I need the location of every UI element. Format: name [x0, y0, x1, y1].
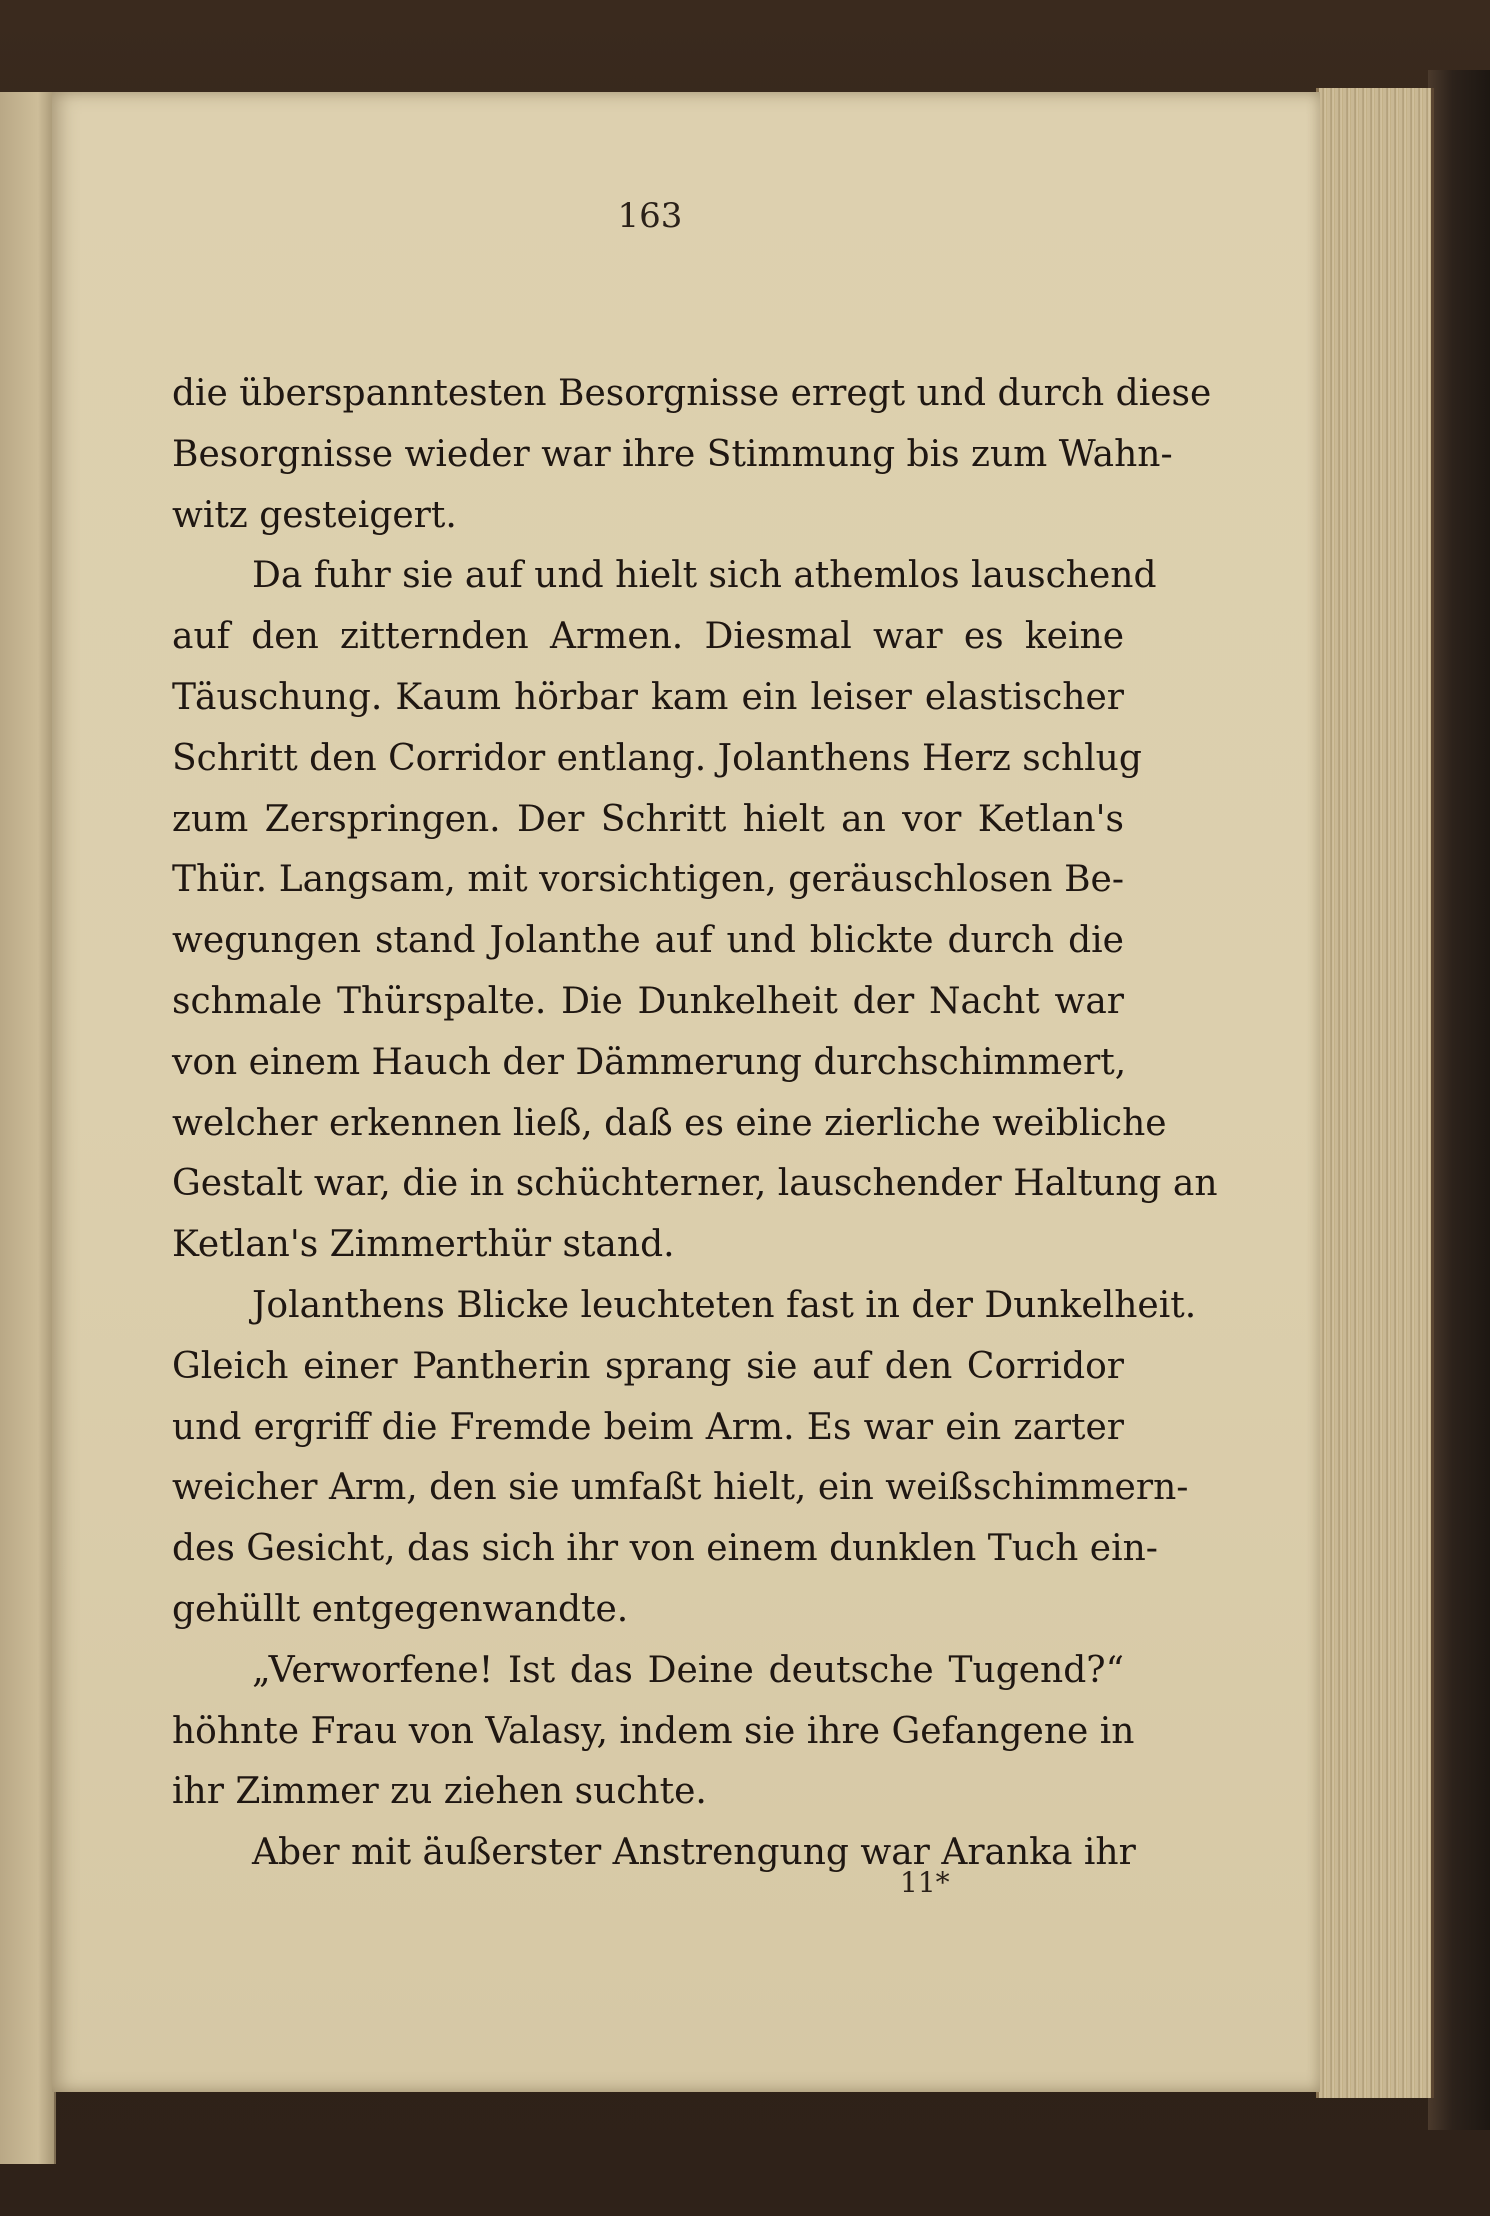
text-line: Jolanthens Blicke leuchteten fast in der Dunkelheit. [252, 1284, 1197, 1326]
text-line: witz gesteigert. [172, 494, 457, 536]
text-line: auf den zitternden Armen. Diesmal war es keine [172, 616, 1124, 658]
text-line: Gestalt war, die in schüchterner, lauschender Haltung an [172, 1163, 1218, 1205]
body-text [172, 364, 1218, 1884]
text-line: Da fuhr sie auf und hielt sich athemlos lauschend [252, 555, 1157, 597]
text-line: Täuschung. Kaum hörbar kam ein leiser elastischer [172, 676, 1124, 718]
text-line: zum Zerspringen. Der Schritt hielt an vor Ketlan's [172, 798, 1124, 840]
text-line: wegungen stand Jolanthe auf und blickte durch die [172, 920, 1124, 962]
text-line: von einem Hauch der Dämmerung durchschimmert, [172, 1041, 1127, 1083]
text-line: und ergriff die Fremde beim Arm. Es war ein zarter [172, 1406, 1124, 1448]
text-line: Thür. Langsam, mit vorsichtigen, geräuschlosen Be- [172, 859, 1124, 901]
text-line: weicher Arm, den sie umfaßt hielt, ein weißschimmern- [172, 1467, 1189, 1509]
text-line: des Gesicht, das sich ihr von einem dunklen Tuch ein- [172, 1528, 1158, 1570]
signature-mark: 11* [900, 1866, 950, 1899]
text-line: „Verworfene! Ist das Deine deutsche Tugend?“ [252, 1649, 1124, 1691]
text-line: welcher erkennen ließ, daß es eine zierliche weibliche [172, 1102, 1167, 1144]
text-line: Gleich einer Pantherin sprang sie auf den Corridor [172, 1345, 1124, 1387]
text-line: Aber mit äußerster Anstrengung war Aranka ihr [252, 1832, 1136, 1874]
text-line: Schritt den Corridor entlang. Jolanthens Herz schlug [172, 737, 1142, 779]
text-line: gehüllt entgegenwandte. [172, 1588, 629, 1630]
text-line: ihr Zimmer zu ziehen suchte. [172, 1771, 707, 1813]
page-number: 163 [617, 196, 683, 236]
text-line: höhnte Frau von Valasy, indem sie ihre Gefangene in [172, 1710, 1135, 1752]
book-spine [1428, 70, 1490, 2130]
text-line: die überspanntesten Besorgnisse erregt und durch diese [172, 373, 1212, 414]
text-line: schmale Thürspalte. Die Dunkelheit der Nacht war [172, 980, 1124, 1022]
left-page-edge [0, 92, 56, 2164]
text-line: Besorgnisse wieder war ihre Stimmung bis zum Wahn- [172, 433, 1173, 475]
text-line: Ketlan's Zimmerthür stand. [172, 1224, 675, 1266]
page-stack-edges [1316, 88, 1434, 2098]
